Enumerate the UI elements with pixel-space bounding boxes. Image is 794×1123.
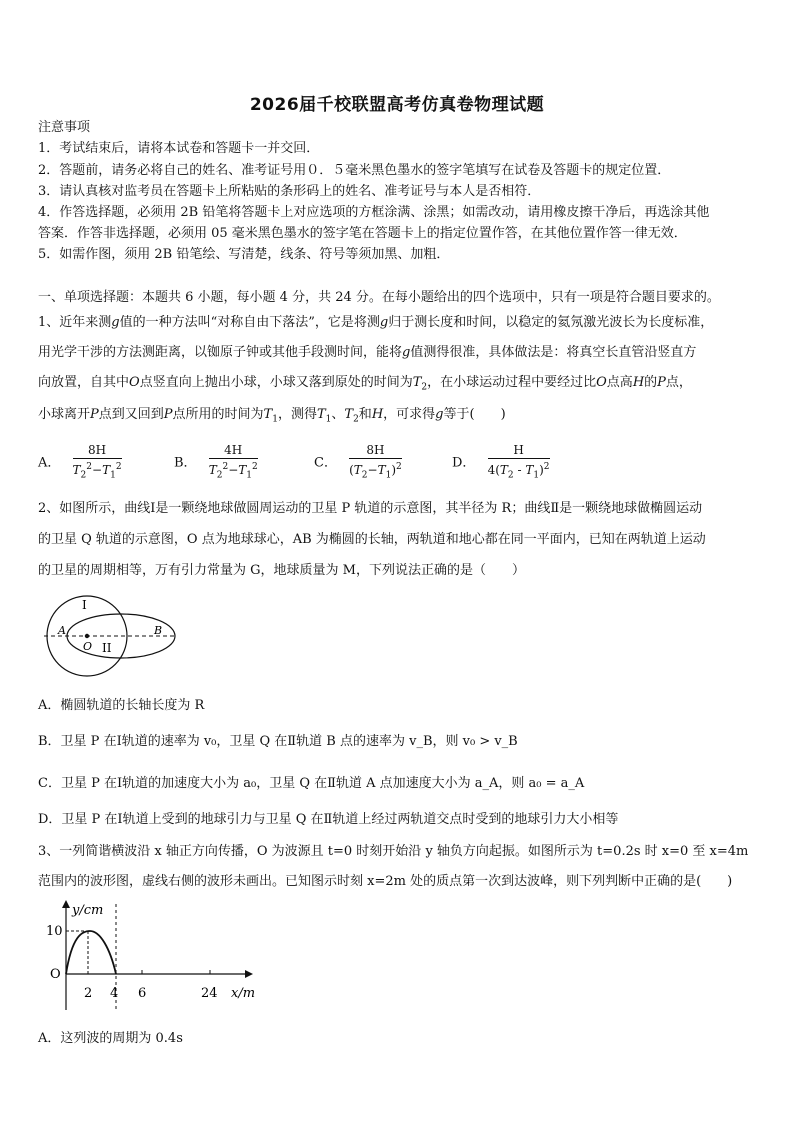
q3-line-2: 范围内的波形图，虚线右侧的波形未画出。已知图示时刻 x=2m 处的质点第一次到达波峰，则下列判断中正确的是( )	[38, 874, 733, 889]
y-tick-10: 10	[46, 924, 63, 939]
y-axis-arrow-icon	[62, 900, 70, 908]
q1-option-a: A． $\frac{8H}{T_2^2-T_1^2}$	[38, 443, 122, 481]
notice-item-1: 1．考试结束后，请将本试卷和答题卡一并交回．	[38, 141, 320, 156]
x-tick-6: 6	[138, 986, 147, 1001]
q1-line-1: 1、近年来测g值的一种方法叫“对称自由下落法”，它是将测g归于测长度和时间，以稳定的氦氖激光波长为长度标准，	[38, 315, 714, 330]
x-tick-24: 24	[201, 986, 218, 1001]
q2-line-1: 2、如图所示，曲线Ⅰ是一颗绕地球做圆周运动的卫星 P 轨道的示意图，其半径为 R；曲线Ⅱ是一颗绕地球做椭圆运动	[38, 501, 703, 516]
x-axis-arrow-icon	[245, 970, 253, 978]
q2-option-d: D．卫星 P 在Ⅰ轨道上受到的地球引力与卫星 Q 在Ⅱ轨道上经过两轨道交点时受到的地球引力大小相等	[38, 812, 619, 827]
q2-option-c: C．卫星 P 在Ⅰ轨道的加速度大小为 a₀，卫星 Q 在Ⅱ轨道 A 点加速度大小为 a_A，则 a₀ = a_A	[38, 776, 585, 791]
notice-item-5: 5．如需作图，须用 2B 铅笔绘、写清楚，线条、符号等须加黑、加粗．	[38, 247, 450, 262]
notice-item-4: 4．作答选择题，必须用 2B 铅笔将答题卡上对应选项的方框涂满、涂黑；如需改动，请用橡皮擦干净后，再选涂其他	[38, 205, 710, 220]
wave-graph	[38, 898, 268, 1020]
notice-item-3: 3．请认真核对监考员在答题卡上所粘贴的条形码上的姓名、准考证号与本人是否相符．	[38, 184, 541, 199]
label-o: O	[83, 640, 93, 653]
x-tick-4: 4	[110, 986, 119, 1001]
origin-label: O	[50, 967, 61, 982]
wave-curve	[66, 931, 116, 974]
y-axis-label: y/cm	[72, 903, 104, 918]
section-header: 一、单项选择题：本题共 6 小题，每小题 4 分，共 24 分。在每小题给出的四个选项中，只有一项是符合题目要求的。	[38, 290, 720, 305]
label-a: A	[58, 624, 66, 637]
orbit-diagram	[38, 594, 178, 694]
q1-line-3: 向放置，自其中O点竖直向上抛出小球，小球又落到原处的时间为$T_2$，在小球运动过程中要经过比O点高H的P点，	[38, 375, 692, 393]
x-tick-2: 2	[84, 986, 93, 1001]
earth-center-dot	[85, 634, 89, 638]
q2-line-3: 的卫星的周期相等，万有引力常量为 G，地球质量为 M，下列说法正确的是（ ）	[38, 563, 525, 578]
q2-line-2: 的卫星 Q 轨道的示意图，O 点为地球球心，AB 为椭圆的长轴，两轨道和地心都在同一平面内，已知在两轨道上运动	[38, 532, 706, 547]
label-b: B	[154, 624, 163, 637]
notice-heading: 注意事项	[38, 120, 91, 135]
q1-option-b: B． $\frac{4H}{T_2^2-T_1^2}$	[174, 443, 258, 481]
q1-option-d: D． $\frac{H}{4(T_2 - T_1)^2}$	[452, 443, 550, 481]
notice-item-2: 2．答题前，请务必将自己的姓名、准考证号用０．５毫米黑色墨水的签字笔填写在试卷及答题卡的规定位置．	[38, 163, 671, 178]
q1-option-c: C． $\frac{8H}{(T_2-T_1)^2}$	[314, 443, 402, 481]
q1-line-4: 小球离开P点到又回到P点所用的时间为$T_1$，测得$T_1$、$T_2$和H，可求得g等于( )	[38, 407, 506, 425]
q2-option-b: B．卫星 P 在Ⅰ轨道的速率为 v₀，卫星 Q 在Ⅱ轨道 B 点的速率为 v_B，则 v₀ > v_B	[38, 734, 518, 749]
q3-option-a: A．这列波的周期为 0.4s	[38, 1031, 183, 1046]
q1-line-2: 用光学干涉的方法测距离，以铷原子钟或其他手段测时间，能将g值测得很准，具体做法是：将真空长直管沿竖直方	[38, 345, 697, 360]
q2-option-a: A．椭圆轨道的长轴长度为 R	[38, 698, 205, 713]
label-ii: II	[102, 641, 112, 655]
label-i: I	[82, 598, 87, 612]
x-axis-label: x/m	[231, 986, 256, 1001]
notice-item-4-cont: 答案．作答非选择题，必须用 05 毫米黑色墨水的签字笔在答题卡上的指定位置作答，在其他位置作答一律无效．	[38, 226, 687, 241]
q3-line-1: 3、一列简谐横波沿 x 轴正方向传播，O 为波源且 t=0 时刻开始沿 y 轴负方向起振。如图所示为 t=0.2s 时 x=0 至 x=4m	[38, 844, 749, 859]
page-title: 2026届千校联盟高考仿真卷物理试题	[249, 95, 545, 115]
